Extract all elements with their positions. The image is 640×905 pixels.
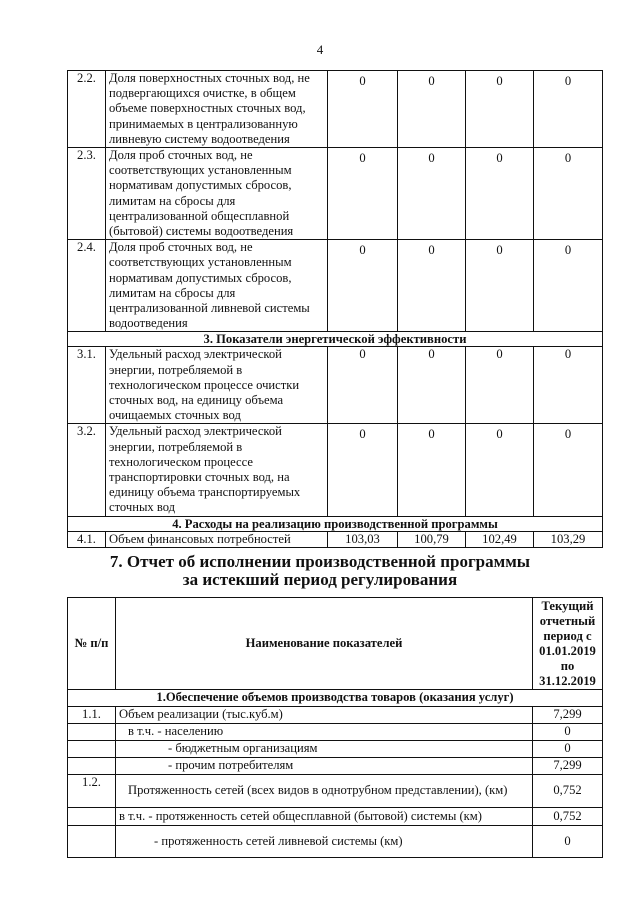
cell-value: 0 bbox=[328, 347, 398, 424]
header-num: № п/п bbox=[68, 598, 116, 690]
cell-value: 100,79 bbox=[398, 531, 466, 547]
cell-value: 0 bbox=[466, 240, 534, 332]
cell-value: 0 bbox=[466, 71, 534, 148]
table-row bbox=[68, 775, 603, 808]
cell-value: 0 bbox=[398, 240, 466, 332]
row-number-empty bbox=[68, 741, 116, 758]
table-row bbox=[68, 808, 603, 826]
row-name: в т.ч. - населению bbox=[116, 724, 533, 741]
table-row bbox=[68, 424, 603, 516]
cell-value: 0 bbox=[533, 826, 603, 858]
header-period: Текущий отчетный период с 01.01.2019 по 31.12.2019 bbox=[533, 598, 603, 690]
row-number: 1.1. bbox=[68, 707, 116, 724]
row-number: 3.1. bbox=[68, 347, 106, 424]
row-number-empty bbox=[68, 758, 116, 775]
row-number: 3.2. bbox=[68, 424, 106, 516]
row-name: Удельный расход электрической энергии, потребляемой в технологическом процессе очистки сточных вод, на единицу объема очищаемых сточных вод bbox=[106, 347, 328, 424]
row-number-empty bbox=[68, 826, 116, 858]
table-row bbox=[68, 724, 603, 741]
row-number: 4.1. bbox=[68, 531, 106, 547]
cell-value: 0 bbox=[534, 347, 603, 424]
row-name: Объем финансовых потребностей bbox=[106, 531, 328, 547]
table-row bbox=[68, 148, 603, 240]
cell-value: 103,29 bbox=[534, 531, 603, 547]
cell-value: 0 bbox=[534, 424, 603, 516]
report-table bbox=[67, 597, 603, 858]
cell-value: 0,752 bbox=[533, 775, 603, 808]
table-row bbox=[68, 240, 603, 332]
row-name: Удельный расход электрической энергии, потребляемой в технологическом процессе транспортировки сточных вод, на единицу объема транспортируемых сточных вод bbox=[106, 424, 328, 516]
row-number-empty bbox=[68, 724, 116, 741]
cell-value: 102,49 bbox=[466, 531, 534, 547]
section-header-row bbox=[68, 690, 603, 707]
section-title: 3. Показатели энергетической эффективности bbox=[68, 332, 603, 347]
cell-value: 0 bbox=[534, 148, 603, 240]
cell-value: 0 bbox=[328, 240, 398, 332]
table-row bbox=[68, 741, 603, 758]
row-number: 2.3. bbox=[68, 148, 106, 240]
row-name: Доля проб сточных вод, не соответствующих установленным нормативам допустимых сбросов, лимитам на сбросы для централизованной общесплавной (бытовой) системы водоотведения bbox=[106, 148, 328, 240]
row-number: 1.2. bbox=[68, 775, 116, 808]
cell-value: 7,299 bbox=[533, 707, 603, 724]
section-title: 1.Обеспечение объемов производства товаров (оказания услуг) bbox=[68, 690, 603, 707]
table-row bbox=[68, 758, 603, 775]
row-name: - протяженность сетей ливневой системы (км) bbox=[116, 826, 533, 858]
cell-value: 103,03 bbox=[328, 531, 398, 547]
cell-value: 7,299 bbox=[533, 758, 603, 775]
cell-value: 0,752 bbox=[533, 808, 603, 826]
row-name: Объем реализации (тыс.куб.м) bbox=[116, 707, 533, 724]
cell-value: 0 bbox=[534, 240, 603, 332]
table-row bbox=[68, 71, 603, 148]
section-header-row bbox=[68, 516, 603, 531]
row-name: Протяженность сетей (всех видов в однотрубном представлении), (км) bbox=[116, 775, 533, 808]
row-number-empty bbox=[68, 808, 116, 826]
cell-value: 0 bbox=[398, 148, 466, 240]
row-number: 2.4. bbox=[68, 240, 106, 332]
row-name: Доля поверхностных сточных вод, не подвергающихся очистке, в общем объеме поверхностных сточных вод, принимаемых в централизованную ливневую систему водоотведения bbox=[106, 71, 328, 148]
cell-value: 0 bbox=[398, 347, 466, 424]
cell-value: 0 bbox=[466, 424, 534, 516]
cell-value: 0 bbox=[328, 424, 398, 516]
header-row bbox=[68, 598, 603, 690]
row-number: 2.2. bbox=[68, 71, 106, 148]
cell-value: 0 bbox=[534, 71, 603, 148]
table-row bbox=[68, 707, 603, 724]
indicators-table bbox=[67, 70, 603, 548]
table-row bbox=[68, 826, 603, 858]
section-title: 4. Расходы на реализацию производственной программы bbox=[68, 516, 603, 531]
page-number: 4 bbox=[316, 42, 324, 57]
cell-value: 0 bbox=[398, 424, 466, 516]
cell-value: 0 bbox=[328, 71, 398, 148]
cell-value: 0 bbox=[466, 148, 534, 240]
row-name: Доля проб сточных вод, не соответствующих установленным нормативам допустимых сбросов, лимитам на сбросы для централизованной ливневой системы водоотведения bbox=[106, 240, 328, 332]
cell-value: 0 bbox=[533, 724, 603, 741]
table-row bbox=[68, 347, 603, 424]
row-name: - прочим потребителям bbox=[116, 758, 533, 775]
row-name: в т.ч. - протяженность сетей общесплавной (бытовой) системы (км) bbox=[116, 808, 533, 826]
section-heading-subtitle: за истекший период регулирования bbox=[182, 570, 458, 589]
row-name: - бюджетным организациям bbox=[116, 741, 533, 758]
table-row bbox=[68, 531, 603, 547]
cell-value: 0 bbox=[398, 71, 466, 148]
header-name: Наименование показателей bbox=[116, 598, 533, 690]
cell-value: 0 bbox=[533, 741, 603, 758]
cell-value: 0 bbox=[466, 347, 534, 424]
cell-value: 0 bbox=[328, 148, 398, 240]
section-heading: 7. Отчет об исполнении производственной программы bbox=[109, 552, 531, 571]
section-header-row bbox=[68, 332, 603, 347]
